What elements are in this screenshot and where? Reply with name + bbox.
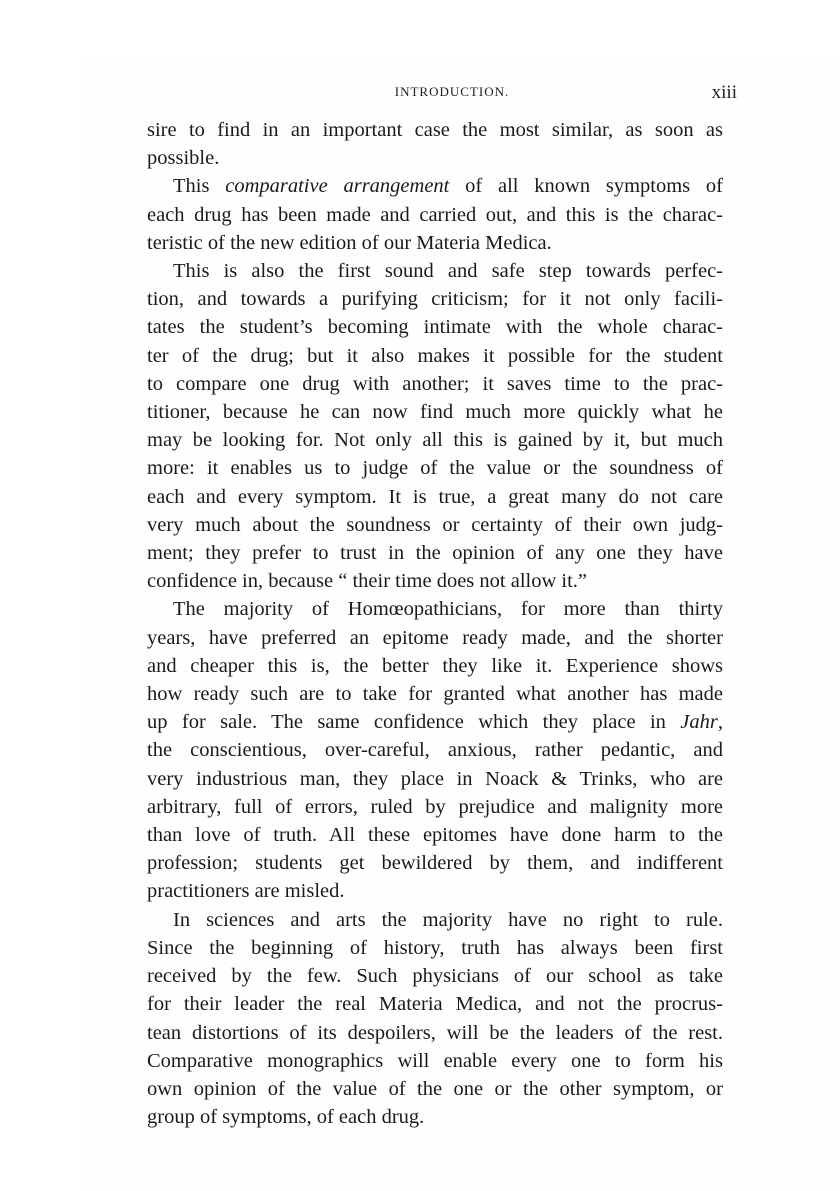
paragraph-3: [147, 257, 723, 595]
running-title: INTRODUCTION.: [394, 84, 510, 99]
page-number: xiii: [711, 82, 737, 103]
paragraph-1: [147, 116, 723, 172]
text-line: tates the student’s becoming intimate with the whole charac-: [147, 316, 723, 339]
text-line: than love of truth. All these epitomes have done harm to the: [147, 824, 723, 847]
text-line: sire to find in an important case the most similar, as soon as: [147, 119, 723, 141]
paragraph-2: [147, 172, 723, 257]
text-line: [147, 708, 723, 736]
text-line: each drug has been made and carried out, and this is the charac-: [147, 203, 723, 226]
body-text: [147, 116, 723, 1131]
text-line: for their leader the real Materia Medica, and not the procrus-: [147, 993, 723, 1016]
paragraph-5: [147, 906, 723, 1132]
text-line: group of symptoms, of each drug.: [147, 1106, 425, 1129]
text-run: up for sale. The same confidence which they place in: [147, 711, 681, 734]
text-run: ,: [717, 711, 723, 734]
text-line: confidence in, because “ their time does not allow it.”: [147, 570, 588, 593]
text-line: received by the few. Such physicians of our school as take: [147, 965, 723, 988]
text-line: [147, 172, 723, 200]
text-line: Since the beginning of history, truth has always been first: [147, 936, 723, 959]
text-line: teristic of the new edition of our Materia Medica.: [147, 231, 552, 254]
text-line: ter of the drug; but it also makes it possible for the student: [147, 344, 723, 367]
text-line: practitioners are misled.: [147, 880, 345, 903]
text-line: each and every symptom. It is true, a great many do not care: [147, 485, 723, 508]
text-line: The majority of Homœopathicians, for more than thirty: [173, 598, 723, 621]
text-line: This is also the first sound and safe step towards perfec-: [173, 260, 723, 283]
text-run: of all known symptoms of: [449, 175, 724, 198]
text-line: and cheaper this is, the better they like it. Experience shows: [147, 654, 723, 677]
text-line: tean distortions of its despoilers, will be the leaders of the rest.: [147, 1021, 723, 1044]
text-line: profession; students get bewildered by them, and indifferent: [147, 852, 723, 875]
text-line: arbitrary, full of errors, ruled by prejudice and malignity more: [147, 795, 723, 818]
text-line: tion, and towards a purifying criticism; for it not only facili-: [147, 288, 723, 311]
text-line: years, have preferred an epitome ready made, and the shorter: [147, 626, 723, 649]
text-run: This: [173, 175, 226, 198]
text-line: Comparative monographics will enable every one to form his: [147, 1049, 723, 1072]
text-line: very much about the soundness or certainty of their own judg-: [147, 513, 723, 536]
text-line: In sciences and arts the majority have no right to rule.: [173, 908, 723, 931]
text-line: the conscientious, over-careful, anxious, rather pedantic, and: [147, 739, 723, 762]
text-line: own opinion of the value of the one or the other symptom, or: [147, 1077, 723, 1100]
text-line: how ready such are to take for granted what another has made: [147, 683, 723, 706]
text-line: may be looking for. Not only all this is gained by it, but much: [147, 429, 723, 452]
text-line: possible.: [147, 147, 220, 170]
text-line: more: it enables us to judge of the value or the soundness of: [147, 457, 723, 480]
text-line: to compare one drug with another; it saves time to the prac-: [147, 372, 723, 395]
paragraph-4: [147, 595, 723, 905]
text-line: titioner, because he can now find much more quickly what he: [147, 401, 723, 424]
text-line: very industrious man, they place in Noack & Trinks, who are: [147, 767, 723, 790]
text-line: ment; they prefer to trust in the opinion of any one they have: [147, 542, 723, 565]
emphasis-text: Jahr: [680, 711, 718, 734]
emphasis-text: comparative arrangement: [225, 175, 450, 198]
running-header: [137, 84, 737, 108]
